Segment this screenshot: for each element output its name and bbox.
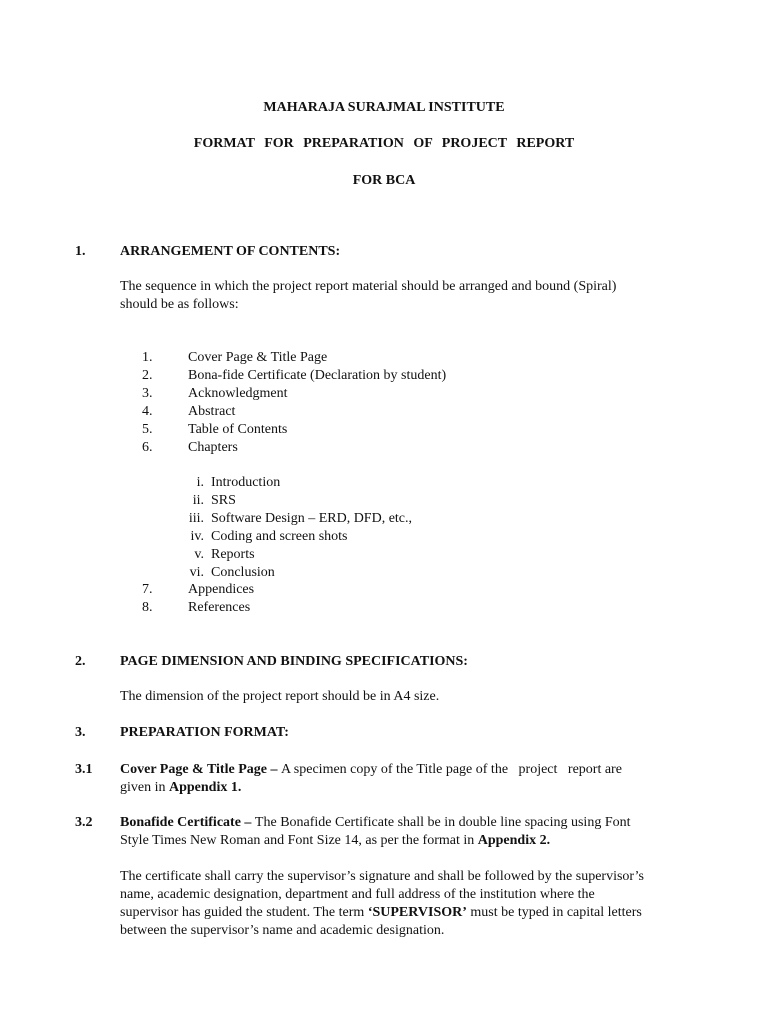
subsection-3-2-line2: [120, 832, 550, 850]
appendix-2-ref: Appendix 2.: [477, 833, 551, 848]
list-item: Chapters: [188, 440, 238, 455]
section-3-number: 3.: [75, 725, 86, 740]
list-item-number: 4.: [142, 404, 153, 419]
institute-name: MAHARAJA SURAJMAL INSTITUTE: [263, 100, 505, 115]
certificate-para-text: supervisor has guided the student. The term: [120, 905, 368, 920]
list-item: Abstract: [188, 404, 236, 419]
list-item: References: [188, 600, 251, 615]
certificate-para-line1: The certificate shall carry the supervisor’s signature and shall be followed by the supervisor’s: [120, 869, 644, 884]
section-1-intro-line1: The sequence in which the project report material should be arranged and bound (Spiral): [120, 279, 617, 294]
document-title: FORMAT FOR PREPARATION OF PROJECT REPORT: [193, 136, 575, 151]
dash: –: [266, 762, 281, 777]
subsection-3-2-number: 3.2: [75, 815, 93, 830]
list-item: Cover Page & Title Page: [188, 350, 328, 365]
subsection-3-1-number: 3.1: [75, 762, 93, 777]
list-item: Table of Contents: [188, 422, 288, 437]
subsection-3-1-text2: given in: [120, 780, 169, 795]
section-1-intro-line2: should be as follows:: [120, 297, 239, 312]
sublist-item-number: vi.: [189, 565, 204, 580]
sublist-item: Software Design – ERD, DFD, etc.,: [211, 511, 413, 526]
certificate-para-line3: [120, 904, 642, 922]
list-item-number: 5.: [142, 422, 153, 437]
subsection-3-2-heading: Bonafide Certificate: [120, 815, 241, 830]
sublist-item: Reports: [211, 547, 255, 562]
sublist-item-number: ii.: [192, 493, 204, 508]
subsection-3-1-line1: [120, 761, 622, 779]
course-title: FOR BCA: [352, 173, 416, 188]
supervisor-term: ‘SUPERVISOR’: [367, 905, 467, 920]
certificate-para-line2: name, academic designation, department and full address of the institution where the: [120, 887, 595, 902]
subsection-3-2-text: The Bonafide Certificate shall be in double line spacing using Font: [254, 815, 631, 830]
appendix-1-ref: Appendix 1.: [169, 780, 242, 795]
section-1-title: ARRANGEMENT OF CONTENTS:: [120, 244, 341, 259]
sublist-item-number: iii.: [188, 511, 204, 526]
section-2-title: PAGE DIMENSION AND BINDING SPECIFICATIONS:: [120, 654, 468, 669]
sublist-item-number: i.: [196, 475, 204, 490]
certificate-para-line4: between the supervisor’s name and academic designation.: [120, 923, 445, 938]
dash: –: [240, 815, 255, 830]
list-item: Appendices: [188, 582, 255, 597]
list-item-number: 1.: [142, 350, 153, 365]
list-item: Acknowledgment: [188, 386, 288, 401]
certificate-para-text: must be typed in capital letters: [466, 905, 642, 920]
list-item: Bona-fide Certificate (Declaration by student): [188, 368, 447, 383]
sublist-item-number: iv.: [190, 529, 204, 544]
subsection-3-2-line1: [120, 814, 631, 832]
sublist-item: Coding and screen shots: [211, 529, 348, 544]
sublist-item: Introduction: [211, 475, 281, 490]
list-item-number: 7.: [142, 582, 153, 597]
list-item-number: 6.: [142, 440, 153, 455]
subsection-3-1-heading: Cover Page & Title Page: [120, 762, 267, 777]
subsection-3-1-text: A specimen copy of the Title page of the project report are: [280, 762, 622, 777]
list-item-number: 8.: [142, 600, 153, 615]
list-item-number: 3.: [142, 386, 153, 401]
sublist-item: SRS: [211, 493, 236, 508]
list-item-number: 2.: [142, 368, 153, 383]
section-1-number: 1.: [75, 244, 86, 259]
section-2-text: The dimension of the project report should be in A4 size.: [120, 689, 440, 704]
section-2-number: 2.: [75, 654, 86, 669]
sublist-item-number: v.: [194, 547, 204, 562]
subsection-3-1-line2: [120, 779, 241, 797]
sublist-item: Conclusion: [211, 565, 275, 580]
section-3-title: PREPARATION FORMAT:: [120, 725, 289, 740]
subsection-3-2-text2: Style Times New Roman and Font Size 14, as per the format in: [120, 833, 478, 848]
